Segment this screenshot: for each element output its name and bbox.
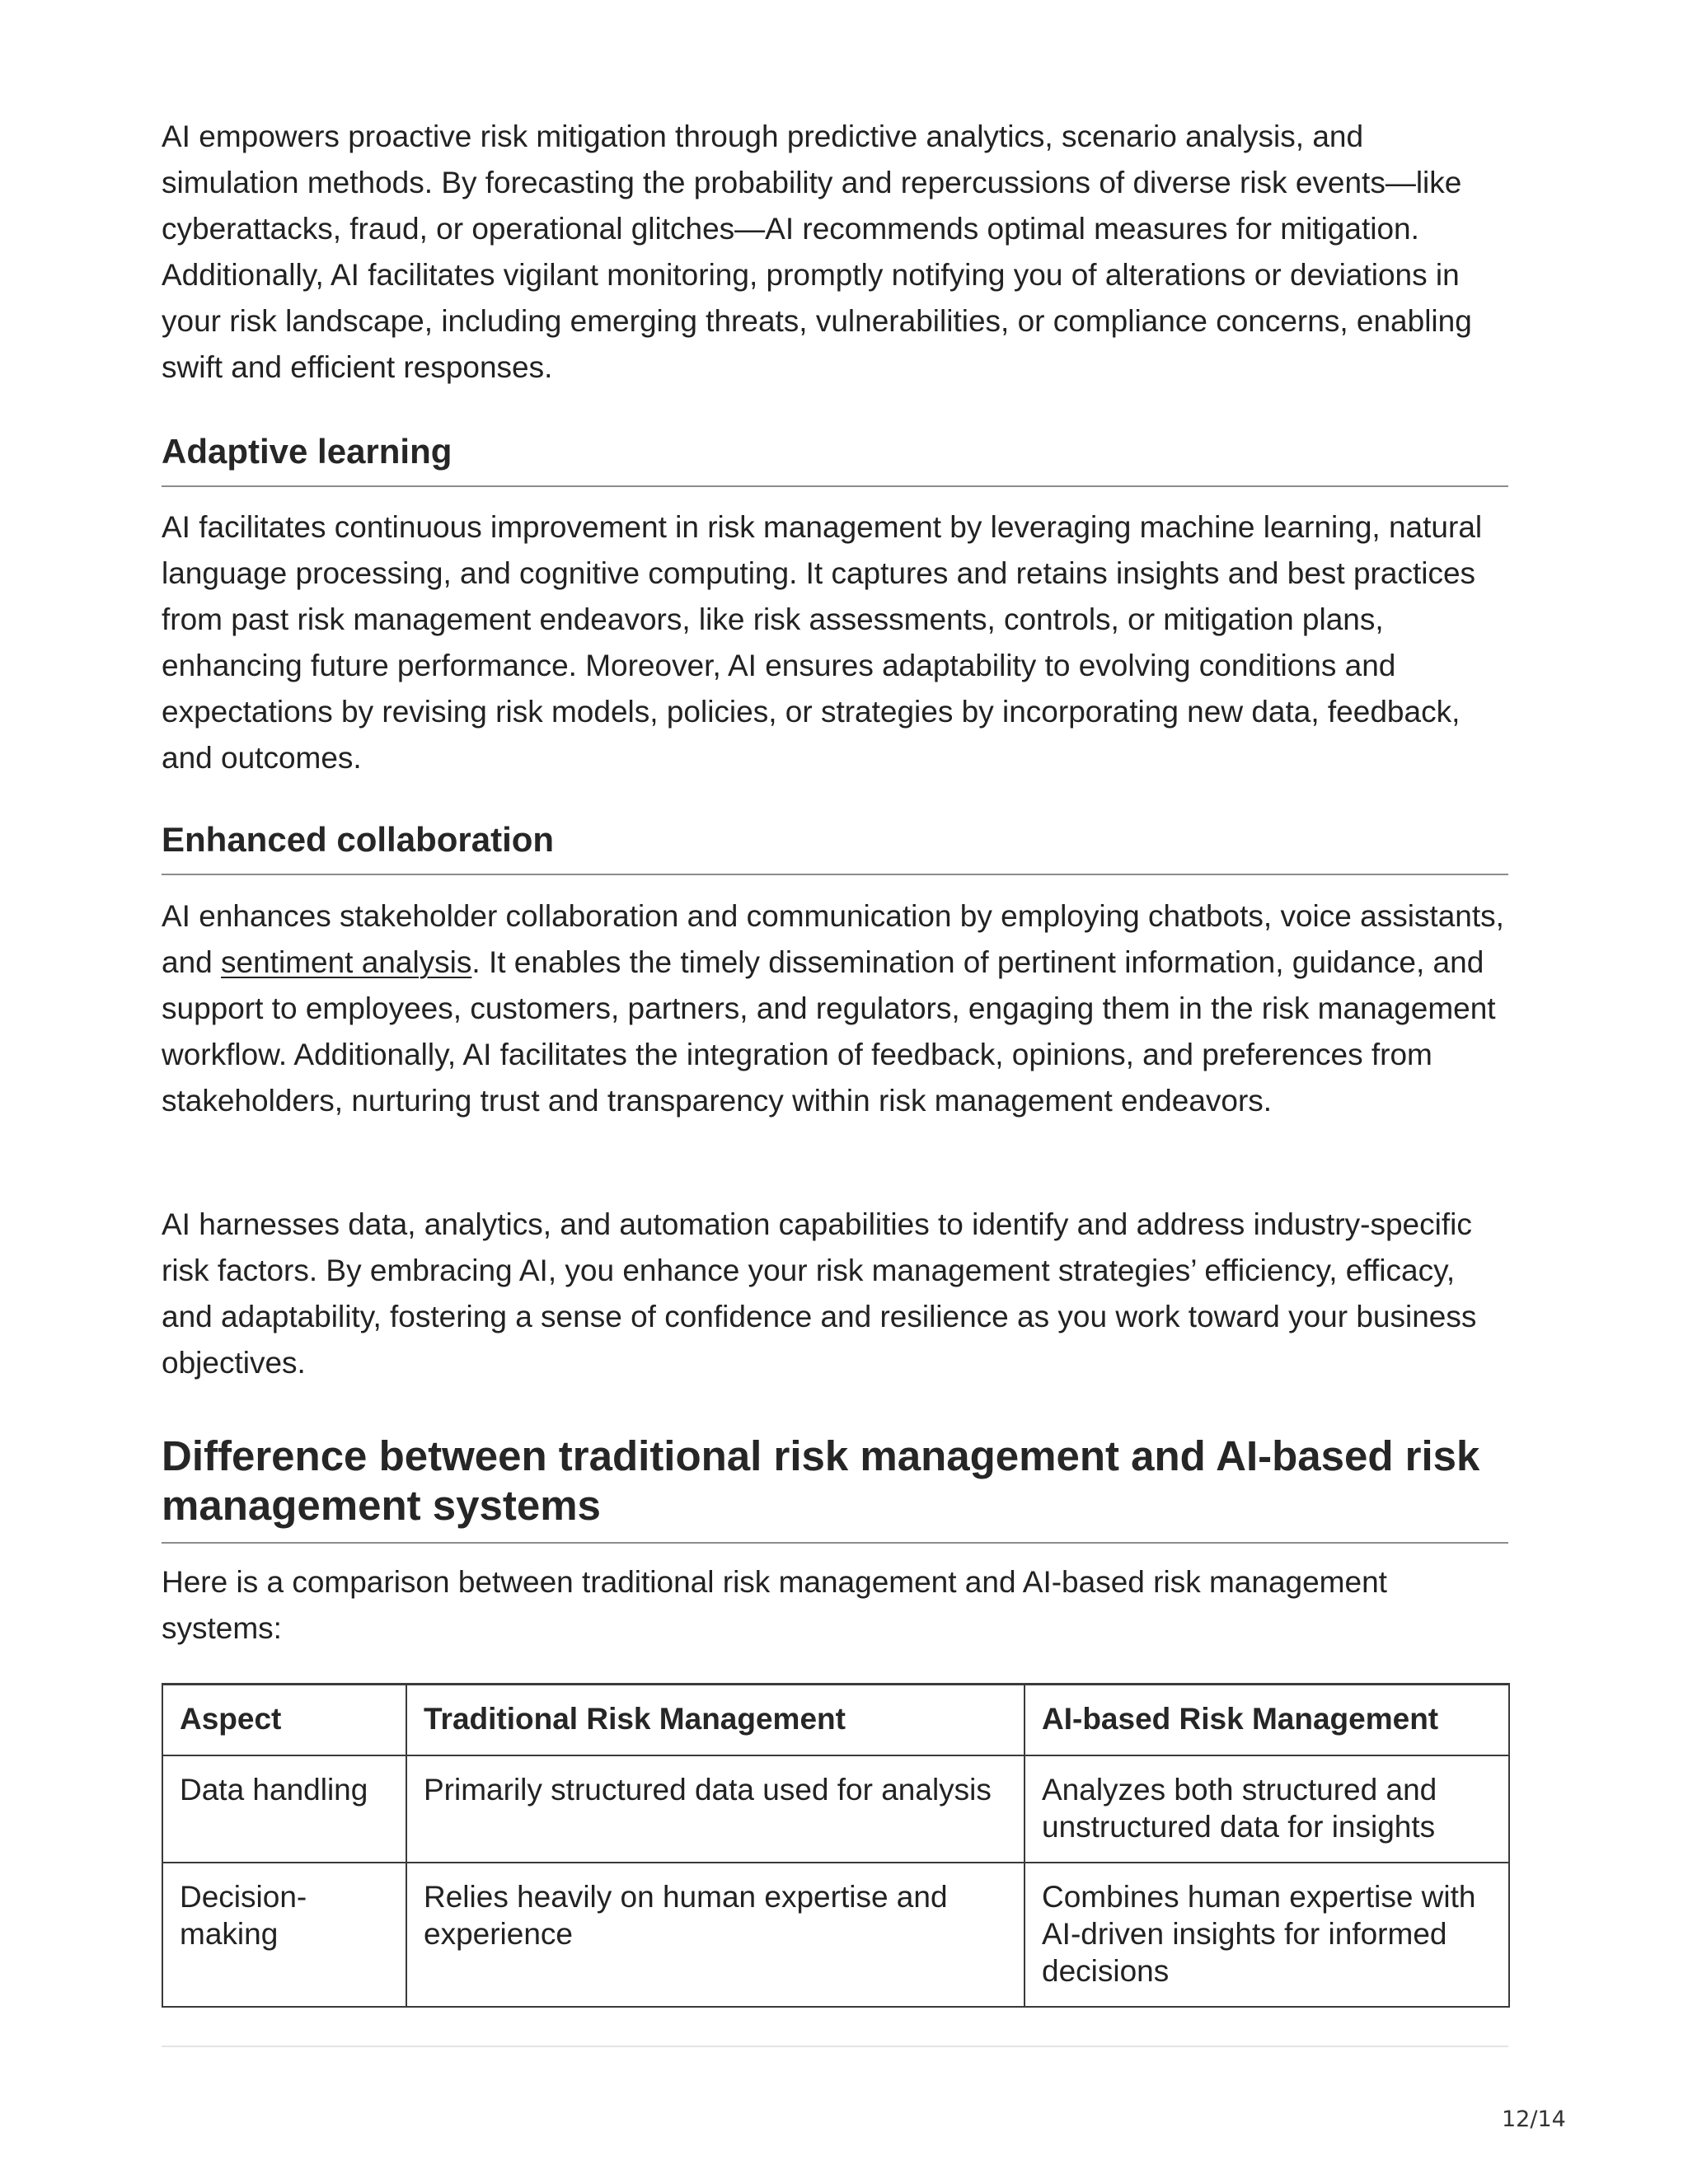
adaptive-learning-heading: Adaptive learning <box>162 432 452 471</box>
difference-section-heading: Difference between traditional risk management and AI-based risk management systems <box>162 1432 1480 1529</box>
bottom-divider <box>162 2046 1508 2047</box>
heading-divider <box>162 485 1508 487</box>
table-cell: Primarily structured data used for analysis <box>406 1755 1025 1863</box>
table-cell: Relies heavily on human expertise and experience <box>406 1863 1025 2007</box>
ai-harnesses-paragraph: AI harnesses data, analytics, and automation capabilities to identify and address industry-specific risk factors. By embracing AI, you enhance your risk management strategies’ efficiency, efficacy, and adaptability, fostering a sense of confidence and resilience as you work toward your business objectives. <box>162 1207 1477 1380</box>
comparison-intro-paragraph: Here is a comparison between traditional risk management and AI-based risk management systems: <box>162 1565 1387 1645</box>
table-row <box>162 1863 1509 2007</box>
page-number: 12/14 <box>1502 2107 1566 2132</box>
table-cell: Data handling <box>162 1755 406 1863</box>
enhanced-collaboration-heading: Enhanced collaboration <box>162 820 555 859</box>
paragraph-text: . It enables the timely dissemination of pertinent information, guidance, and support to employees, customers, partners, and regulators, engaging them in the risk management workflow. Additionally, AI facilitates the integration of feedback, opinions, and preferences from stakeholders, nurturing trust and transparency within risk management endeavors. <box>162 945 1496 1118</box>
comparison-table <box>162 1683 1510 2008</box>
table-cell: Decision-making <box>162 1863 406 2007</box>
intro-paragraph: AI empowers proactive risk mitigation through predictive analytics, scenario analysis, and simulation methods. By forecasting the probability and repercussions of diverse risk events—like cyberattacks, fraud, or operational glitches—AI recommends optimal measures for mitigation. Additionally, AI facilitates vigilant monitoring, promptly notifying you of alterations or deviations in your risk landscape, including emerging threats, vulnerabilities, or compliance concerns, enabling swift and efficient responses. <box>162 120 1472 384</box>
table-header-cell: AI-based Risk Management <box>1025 1685 1509 1756</box>
sentiment-analysis-link[interactable]: sentiment analysis <box>221 945 472 979</box>
table-row <box>162 1755 1509 1863</box>
paragraph-text: AI enhances stakeholder collaboration and communication by employing chatbots, voice assistants, and <box>162 899 1504 979</box>
table-cell: Analyzes both structured and unstructured data for insights <box>1025 1755 1509 1863</box>
table-header-cell: Traditional Risk Management <box>406 1685 1025 1756</box>
adaptive-learning-paragraph: AI facilitates continuous improvement in risk management by leveraging machine learning, natural language processing, and cognitive computing. It captures and retains insights and best practices from past risk management endeavors, like risk assessments, controls, or mitigation plans, enhancing future performance. Moreover, AI ensures adaptability to evolving conditions and expectations by revising risk models, policies, or strategies by incorporating new data, feedback, and outcomes. <box>162 510 1483 775</box>
table-header-cell: Aspect <box>162 1685 406 1756</box>
enhanced-collaboration-paragraph <box>162 893 1508 1124</box>
table-header-row <box>162 1685 1509 1756</box>
heading-divider <box>162 874 1508 875</box>
table-cell: Combines human expertise with AI-driven insights for informed decisions <box>1025 1863 1509 2007</box>
heading-divider <box>162 1542 1508 1544</box>
